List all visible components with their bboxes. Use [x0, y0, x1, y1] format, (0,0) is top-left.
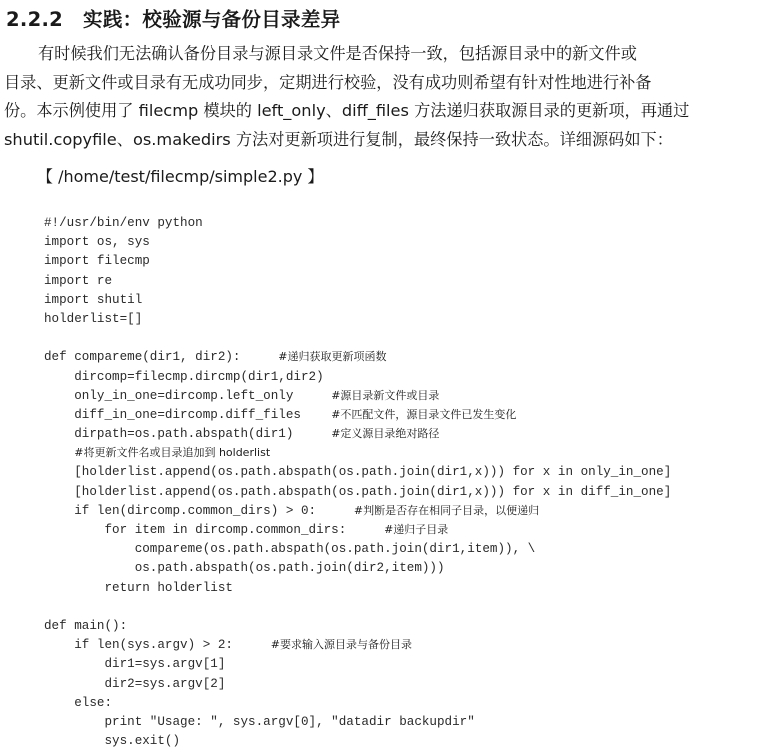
- code-text: dircomp=filecmp.dircmp(dir1,dir2): [44, 369, 324, 384]
- code-line: [44, 520, 671, 539]
- code-line: [44, 539, 671, 558]
- code-line: [44, 635, 671, 654]
- code-comment: #定义源目录绝对路径: [331, 427, 440, 441]
- code-line: [44, 424, 671, 443]
- code-text: os.path.abspath(os.path.join(dir2,item))): [44, 561, 445, 576]
- code-text: def main():: [44, 618, 128, 633]
- code-line: [44, 674, 671, 693]
- code-line: [44, 693, 671, 712]
- code-line: [44, 405, 671, 424]
- code-text: only_in_one=dircomp.left_only: [44, 388, 332, 403]
- code-text: holderlist=[]: [44, 311, 143, 326]
- paragraph-line: 目录、更新文件或目录有无成功同步，定期进行校验，没有成功则希望有针对性地进行补备: [4, 72, 652, 92]
- code-text: if len(sys.argv) > 2:: [44, 638, 271, 653]
- code-text: for item in dircomp.common_dirs:: [44, 523, 385, 537]
- code-text: dir1=sys.argv[1]: [44, 657, 226, 672]
- code-text: import re: [44, 273, 113, 288]
- code-line: [44, 443, 671, 462]
- code-text: diff_in_one=dircomp.diff_files: [44, 407, 332, 422]
- code-comment: #判断是否存在相同子目录，以便递归: [353, 503, 540, 517]
- code-line: [44, 386, 671, 405]
- code-line: [44, 232, 671, 251]
- paragraph-line: 份。本示例使用了 filecmp 模块的 left_only、diff_files 方法递归获取源目录的更新项，再通过: [4, 101, 690, 121]
- code-comment: #要求输入源目录与备份目录: [270, 638, 412, 652]
- code-text: [holderlist.append(os.path.abspath(os.path.join(dir1,x))) for x in only_in_one]: [44, 465, 672, 480]
- code-line: [44, 251, 671, 270]
- code-line: [44, 654, 671, 673]
- code-text: [44, 446, 74, 460]
- paragraph-line: shutil.copyfile、os.makedirs 方法对更新项进行复制，最终保持一致状态。详细源码如下：: [4, 130, 673, 150]
- code-line: [44, 367, 671, 386]
- code-text: if len(dircomp.common_dirs) > 0:: [44, 503, 354, 518]
- code-comment: #递归子目录: [384, 523, 449, 536]
- file-path-caption: 【 /home/test/filecmp/simple2.py 】: [37, 167, 324, 186]
- code-line: [44, 616, 671, 635]
- code-line: [44, 309, 671, 328]
- code-line: [44, 213, 671, 232]
- code-text: def compareme(dir1, dir2):: [44, 350, 279, 365]
- code-comment: #将更新文件名或目录追加到 holderlist: [74, 446, 271, 460]
- code-text: import filecmp: [44, 254, 150, 269]
- code-text: else:: [44, 695, 113, 710]
- code-line: [44, 578, 671, 597]
- code-line: [44, 558, 671, 577]
- code-line: [44, 271, 671, 290]
- code-line: [44, 347, 671, 366]
- section-number: 2.2.2: [6, 8, 64, 31]
- paragraph-line: 有时候我们无法确认备份目录与源目录文件是否保持一致，包括源目录中的新文件或: [38, 44, 637, 63]
- section-title: 实践：校验源与备份目录差异: [83, 8, 341, 31]
- code-comment: #源目录新文件或目录: [331, 388, 440, 402]
- code-text: return holderlist: [44, 580, 233, 595]
- section-heading: [6, 4, 340, 32]
- code-line: [44, 712, 671, 731]
- code-text: import os, sys: [44, 235, 150, 250]
- intro-paragraph: [4, 40, 776, 155]
- code-text: #!/usr/bin/env python: [44, 216, 203, 230]
- code-line: [44, 462, 671, 481]
- code-text: [holderlist.append(os.path.abspath(os.path.join(dir1,x))) for x in diff_in_one]: [44, 484, 672, 499]
- code-text: dir2=sys.argv[2]: [44, 676, 226, 691]
- code-line: [44, 501, 671, 520]
- code-line: [44, 290, 671, 309]
- code-text: dirpath=os.path.abspath(dir1): [44, 427, 332, 442]
- code-text: import shutil: [44, 292, 143, 307]
- code-line: [44, 482, 671, 501]
- code-comment: #递归获取更新项函数: [278, 350, 387, 364]
- code-comment: #不匹配文件，源目录文件已发生变化: [331, 407, 517, 421]
- code-text: sys.exit(): [44, 734, 181, 749]
- code-line: [44, 328, 671, 347]
- code-text: print "Usage: ", sys.argv[0], "datadir backupdir": [44, 714, 475, 729]
- code-text: compareme(os.path.abspath(os.path.join(dir1,item)), \: [44, 542, 536, 557]
- code-line: [44, 597, 671, 616]
- code-block: [44, 213, 671, 750]
- code-line: [44, 731, 671, 750]
